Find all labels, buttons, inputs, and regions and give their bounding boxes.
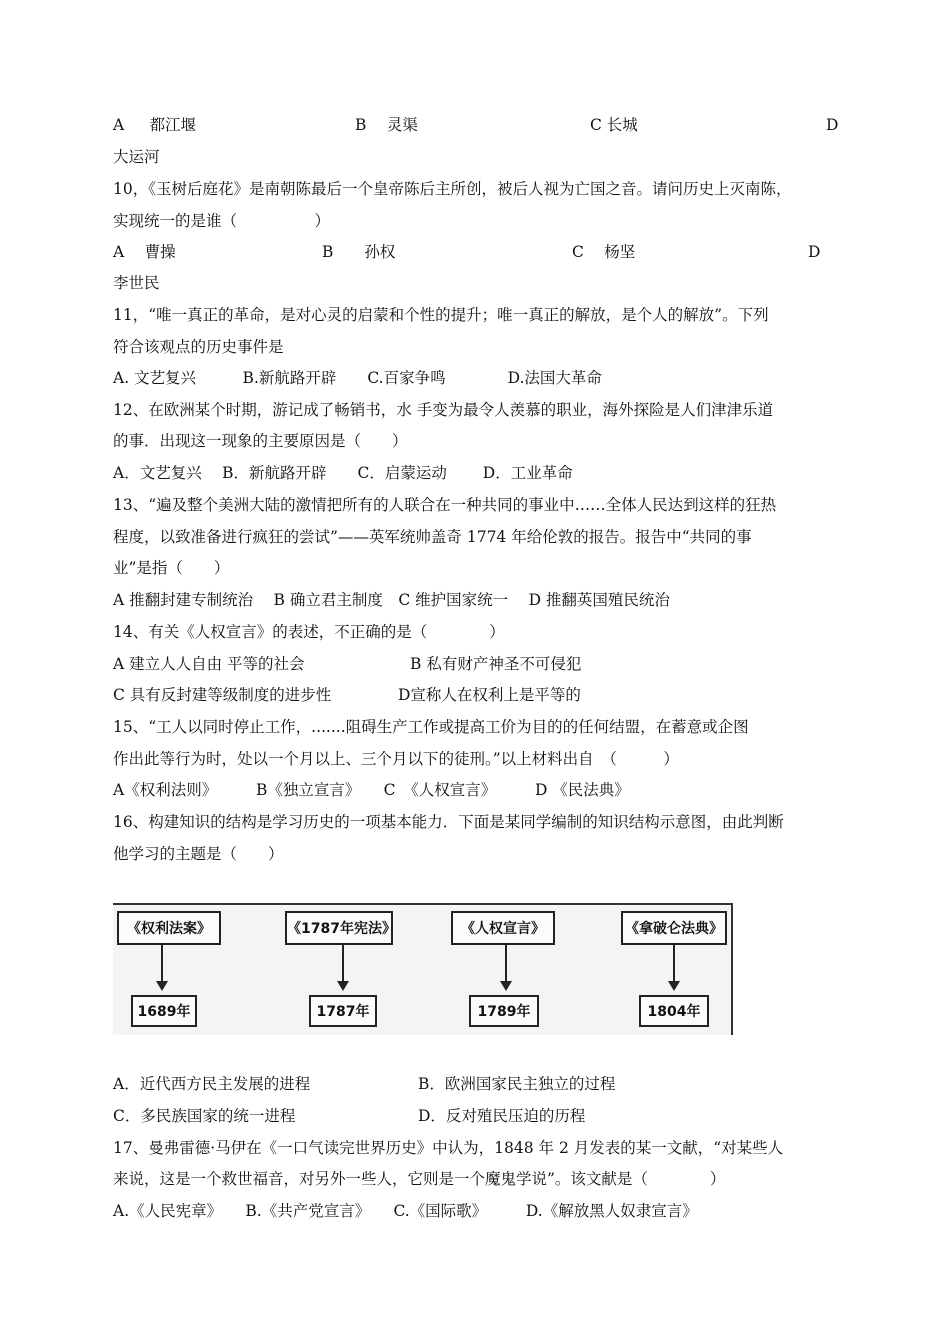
q16-option-b: B．欧洲国家民主独立的过程 xyxy=(418,1075,616,1093)
q13-options: A 推翻封建专制统治 B 确立君主制度 C 维护国家统一 D 推翻英国殖民统治 xyxy=(113,591,670,609)
year-box-1789: 1789年 xyxy=(469,995,539,1027)
q16-option-d: D．反对殖民压迫的历程 xyxy=(418,1107,586,1125)
doc-box-1787-constitution: 《1787年宪法》 xyxy=(285,911,393,945)
q10-option-d: D xyxy=(808,243,821,261)
q9-option-b: B 灵渠 xyxy=(355,116,418,134)
q14-option-d: D宣称人在权利上是平等的 xyxy=(398,686,581,704)
q16-option-a: A．近代西方民主发展的进程 xyxy=(113,1075,311,1093)
q11-stem-line2: 符合该观点的历史事件是 xyxy=(113,338,284,356)
q15-stem-line2: 作出此等行为时，处以一个月以上、三个月以下的徒刑。”以上材料出自 （ ） xyxy=(113,750,679,768)
q17-options: A.《人民宪章》 B.《共产党宣言》 C.《国际歌》 D.《解放黑人奴隶宣言》 xyxy=(113,1202,698,1220)
q9-option-a: A 都江堰 xyxy=(113,116,197,134)
q14-option-a: A 建立人人自由 平等的社会 xyxy=(113,655,305,673)
doc-box-napoleonic-code: 《拿破仑法典》 xyxy=(621,911,727,945)
q17-stem-line2: 来说，这是一个救世福音，对另外一些人，它则是一个魔鬼学说”。该文献是（ ） xyxy=(113,1170,726,1188)
arrow-line-4 xyxy=(673,945,675,982)
year-box-1689: 1689年 xyxy=(131,995,197,1027)
q9-option-d: D xyxy=(826,116,839,134)
q10-option-c: C 杨坚 xyxy=(572,243,636,261)
arrow-head-3 xyxy=(500,981,512,991)
q12-options: A．文艺复兴 B．新航路开辟 C．启蒙运动 D．工业革命 xyxy=(113,464,573,482)
q13-stem-line1: 13、“遍及整个美洲大陆的激情把所有的人联合在一种共同的事业中……全体人民达到这样的狂热 xyxy=(113,496,777,514)
q11-options: A. 文艺复兴 B.新航路开辟 C.百家争鸣 D.法国大革命 xyxy=(113,369,602,387)
q16-stem-line2: 他学习的主题是（ ） xyxy=(113,845,284,863)
q16-option-c: C．多民族国家的统一进程 xyxy=(113,1107,296,1125)
doc-box-declaration-rights: 《人权宣言》 xyxy=(451,911,555,945)
arrow-head-2 xyxy=(337,981,349,991)
arrow-line-2 xyxy=(342,945,344,982)
q14-option-c: C 具有反封建等级制度的进步性 xyxy=(113,686,332,704)
q12-stem-line2: 的事．出现这一现象的主要原因是（ ） xyxy=(113,432,408,450)
year-box-1804: 1804年 xyxy=(639,995,709,1027)
q10-option-b: B 孙权 xyxy=(322,243,396,261)
q11-stem-line1: 11，“唯一真正的革命，是对心灵的启蒙和个性的提升；唯一真正的解放，是个人的解放”。下列 xyxy=(113,306,769,324)
q15-options: A《权利法则》 B《独立宣言》 C 《人权宣言》 D 《民法典》 xyxy=(113,781,630,799)
q13-stem-line3: 业”是指（ ） xyxy=(113,559,230,577)
q10-option-d-text: 李世民 xyxy=(113,274,160,292)
q10-stem-line2: 实现统一的是谁（ ） xyxy=(113,212,331,230)
q14-stem: 14、有关《人权宣言》的表述，不正确的是（ ） xyxy=(113,623,505,641)
q17-stem-line1: 17、曼弗雷德·马伊在《一口气读完世界历史》中认为，1848 年 2 月发表的某一文献，“对某些人 xyxy=(113,1139,784,1157)
q10-option-a: A 曹操 xyxy=(113,243,176,261)
q9-option-c: C 长城 xyxy=(590,116,638,134)
q12-stem-line1: 12、在欧洲某个时期，游记成了畅销书，水 手变为最令人羡慕的职业，海外探险是人们津津乐道 xyxy=(113,401,774,419)
knowledge-structure-diagram xyxy=(113,903,733,1035)
q9-option-d-text: 大运河 xyxy=(113,148,160,166)
q10-stem-line1: 10，《玉树后庭花》是南朝陈最后一个皇帝陈后主所创，被后人视为亡国之音。请问历史上灭南陈， xyxy=(113,180,792,198)
q15-stem-line1: 15、“工人以同时停止工作，.......阻碍生产工作或提高工价为目的的任何结盟，在蓄意或企图 xyxy=(113,718,749,736)
q14-option-b: B 私有财产神圣不可侵犯 xyxy=(410,655,582,673)
q16-stem-line1: 16、构建知识的结构是学习历史的一项基本能力．下面是某同学编制的知识结构示意图，由此判断 xyxy=(113,813,784,831)
year-box-1787: 1787年 xyxy=(309,995,377,1027)
arrow-line-1 xyxy=(161,945,163,982)
arrow-head-4 xyxy=(668,981,680,991)
arrow-line-3 xyxy=(505,945,507,982)
arrow-head-1 xyxy=(156,981,168,991)
doc-box-bill-of-rights: 《权利法案》 xyxy=(117,911,221,945)
q13-stem-line2: 程度，以致准备进行疯狂的尝试”——英军统帅盖奇 1774 年给伦敦的报告。报告中“共同的事 xyxy=(113,528,752,546)
